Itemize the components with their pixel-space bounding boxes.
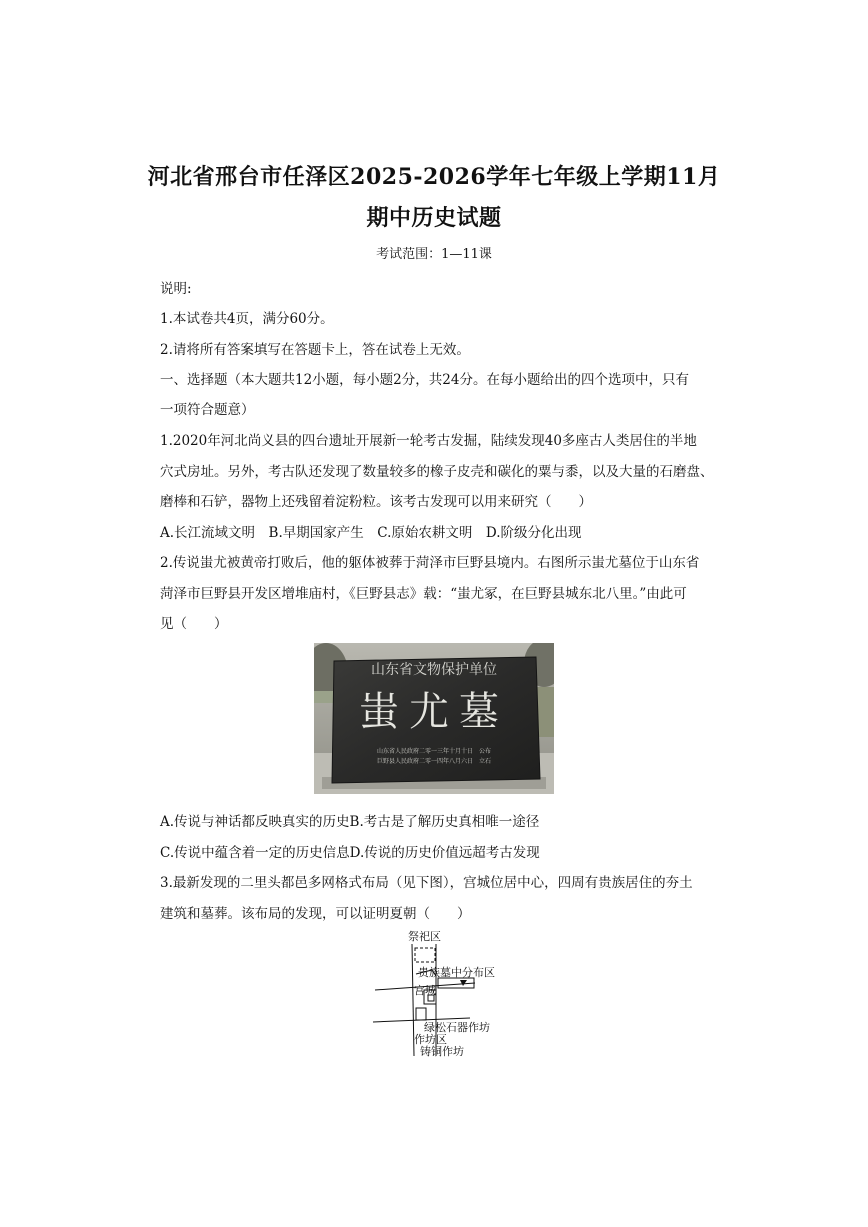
- exam-scope: 考试范围：1—11课: [376, 247, 492, 262]
- exam-title-line1: 河北省邢台市任泽区2025-2026学年七年级上学期11月: [147, 164, 721, 190]
- q3-stem-line2: 建筑和墓葬。该布局的发现，可以证明夏朝（ ）: [160, 906, 471, 922]
- note-item-2: 2.请将所有答案填写在答题卡上，答在试卷上无效。: [160, 342, 470, 358]
- diagram-label-turquoise: 绿松石器作坊: [424, 1021, 490, 1034]
- q1-stem-line1: 1.2020年河北尚义县的四台遗址开展新一轮考古发掘，陆续发现40多座古人类居住的半地: [160, 433, 697, 449]
- note-item-1: 1.本试卷共4页，满分60分。: [160, 311, 334, 327]
- photo-small-text-1: 山东省人民政府二零一三年十月十日 公布: [376, 748, 492, 755]
- section1-heading: 一、选择题（本大题共12小题，每小题2分，共24分。在每小题给出的四个选项中，只有: [160, 372, 689, 388]
- q2-option-ab: A.传说与神话都反映真实的历史B.考古是了解历史真相唯一途径: [160, 814, 540, 830]
- q2-stem-line2: 菏泽市巨野县开发区增堆庙村，《巨野县志》载：“蚩尤冢，在巨野县城东北八里。”由此可: [160, 586, 687, 602]
- notes-heading: 说明:: [160, 281, 192, 297]
- chiyou-tomb-photo: [314, 643, 554, 794]
- q3-stem-line1: 3.最新发现的二里头都邑多网格式布局（见下图），宫城位居中心，四周有贵族居住的夯土: [160, 875, 693, 891]
- q2-stem-line3: 见（ ）: [160, 616, 228, 632]
- q1-stem-line3: 磨棒和石铲，器物上还残留着淀粉粒。该考古发现可以用来研究（ ）: [160, 494, 592, 510]
- diagram-label-noble: 贵族墓中分布区: [418, 966, 495, 979]
- diagram-label-ritual: 祭祀区: [408, 930, 441, 943]
- q2-stem-line1: 2.传说蚩尤被黄帝打败后，他的躯体被葬于菏泽市巨野县境内。右图所示蚩尤墓位于山东省: [160, 555, 700, 571]
- photo-main-text: 蚩尤墓: [359, 689, 509, 735]
- diagram-label-bronze: 铸铜作坊: [420, 1045, 464, 1058]
- section1-heading-cont: 一项符合题意）: [160, 402, 255, 418]
- photo-top-text: 山东省文物保护单位: [371, 662, 497, 678]
- q2-option-cd: C.传说中蕴含着一定的历史信息D.传说的历史价值远超考古发现: [160, 845, 540, 861]
- erlitou-layout-diagram: [370, 928, 510, 1063]
- exam-title-line2: 期中历史试题: [366, 205, 502, 231]
- photo-small-text-2: 巨野县人民政府二零一四年八月六日 立石: [376, 758, 492, 765]
- diagram-label-workshop: 作坊区: [414, 1033, 447, 1046]
- diagram-label-palace: 宫城: [414, 984, 436, 997]
- q1-stem-line2: 穴式房址。另外，考古队还发现了数量较多的橡子皮壳和碳化的粟与黍，以及大量的石磨盘、: [160, 464, 714, 480]
- q1-options: A.长江流域文明 B.早期国家产生 C.原始农耕文明 D.阶级分化出现: [160, 525, 582, 541]
